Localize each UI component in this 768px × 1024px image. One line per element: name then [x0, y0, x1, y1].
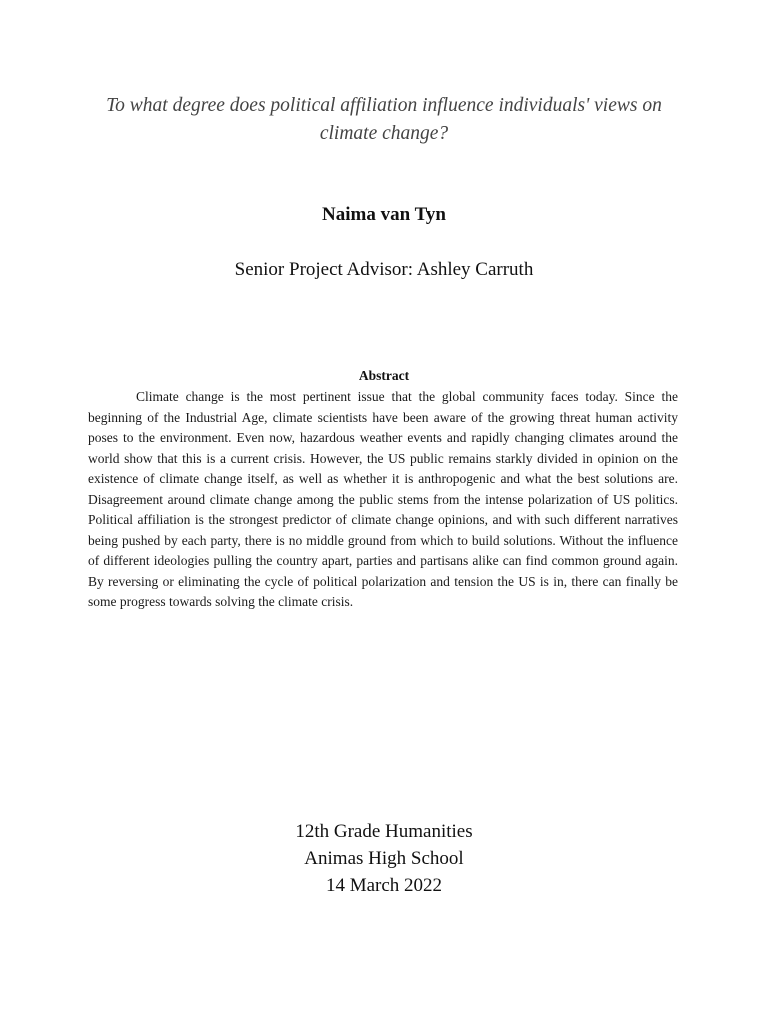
school-name: Animas High School — [304, 848, 464, 869]
paper-title: To what degree does political affiliation influence individuals' views on climate change? — [106, 95, 662, 144]
course-name: 12th Grade Humanities — [295, 821, 473, 842]
advisor-line: Senior Project Advisor: Ashley Carruth — [234, 259, 534, 280]
abstract-heading: Abstract — [358, 368, 410, 383]
author-name: Naima van Tyn — [322, 204, 446, 225]
cover-footer — [0, 818, 768, 899]
abstract-body: Climate change is the most pertinent issue that the global community faces today. Since the beginning of the Industrial Age, climate scientists have been aware of the growing threat human activity poses to the environment. Even now, hazardous weather events and rapidly changing climates around the world show that this is a current crisis. However, the US public remains starkly divided in opinion on the existence of climate change itself, as well as whether it is anthropogenic and what the best solutions are. Disagreement around climate change among the public stems from the intense polarization of US politics. Political affiliation is the strongest predictor of climate change opinions, and with such different narratives being pushed by each party, there is no middle ground from which to build solutions. Without the influence of different ideologies pulling the country apart, parties and partisans alike can find common ground again. By reversing or eliminating the cycle of political polarization and tension the US is in, there can finally be some progress towards solving the climate crisis. — [88, 389, 678, 609]
submission-date: 14 March 2022 — [325, 875, 443, 896]
